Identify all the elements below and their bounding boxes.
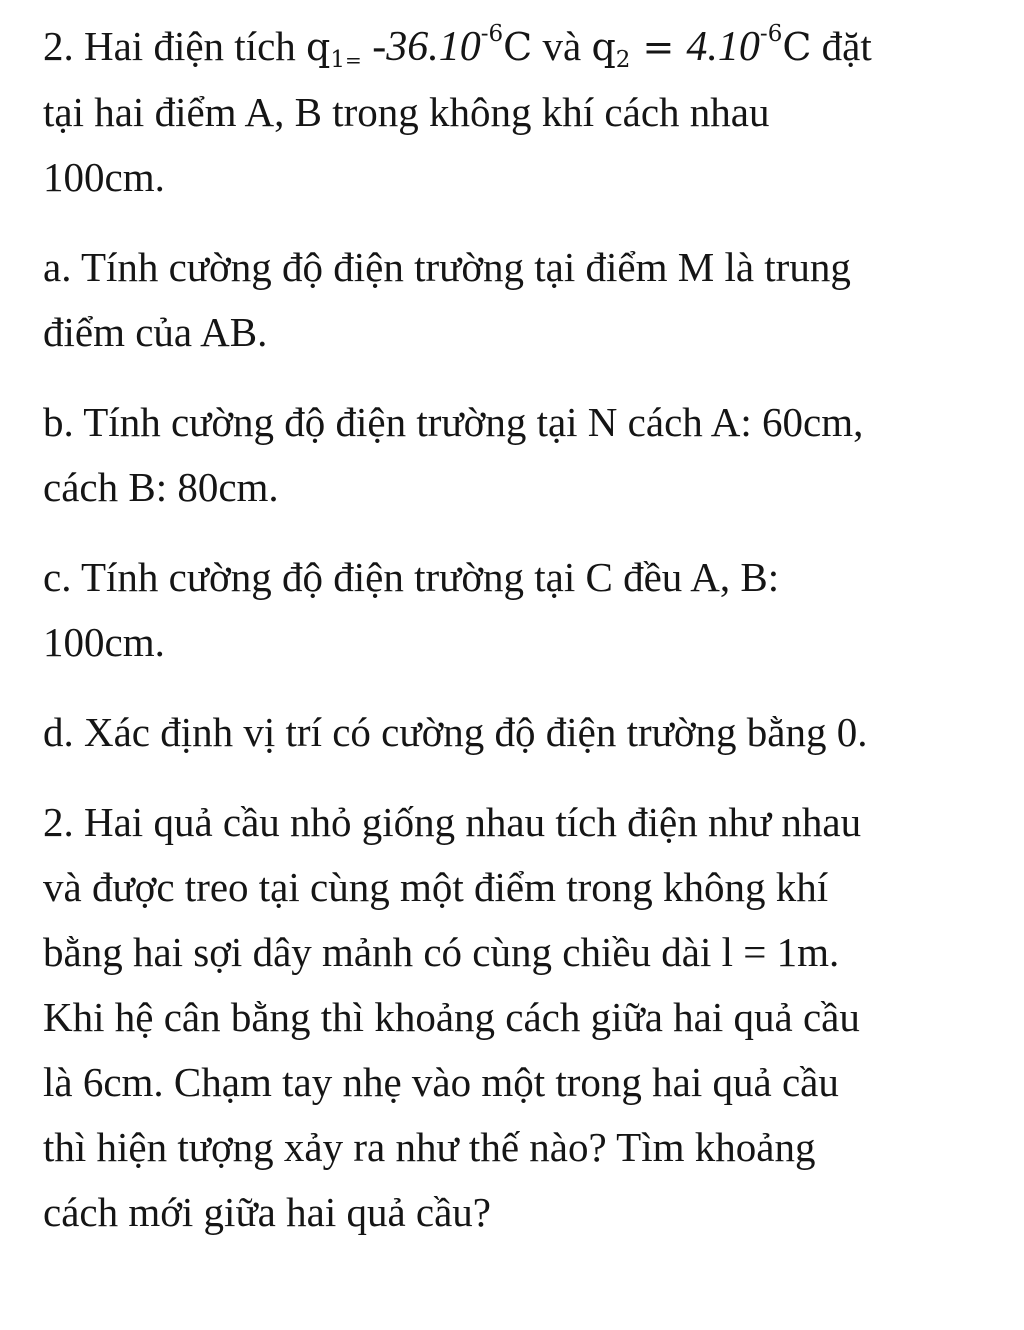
- q1-exponent: -6: [480, 21, 504, 47]
- charge-q2: [591, 21, 812, 73]
- part-d-line-1: d. Xác định vị trí có cường độ điện trường bằng 0.: [43, 709, 868, 755]
- q2-exponent: -6: [759, 21, 783, 47]
- q1-unit: C: [503, 25, 533, 69]
- q1-subscript: 1: [330, 47, 345, 73]
- problem-1-intro: [43, 14, 1003, 210]
- problem-1-line-1: [43, 14, 1003, 80]
- problem-1-suffix: đặt: [811, 23, 872, 69]
- problem-2: [43, 790, 1003, 1245]
- q2-value: 4.10: [686, 24, 760, 70]
- q1-equals: =: [345, 48, 362, 72]
- q2-symbol: q: [591, 25, 616, 69]
- problem-2-line-6: thì hiện tượng xảy ra như thế nào? Tìm khoảng: [43, 1124, 816, 1170]
- problem-2-line-4: Khi hệ cân bằng thì khoảng cách giữa hai quả cầu: [43, 994, 860, 1040]
- q2-equals: =: [630, 25, 687, 69]
- problem-1-prefix: 2. Hai điện tích: [43, 23, 307, 69]
- part-b-line-2: cách B: 80cm.: [43, 464, 279, 510]
- problem-2-line-5: là 6cm. Chạm tay nhẹ vào một trong hai quả cầu: [43, 1059, 839, 1105]
- q2-subscript: 2: [615, 47, 631, 73]
- conjunction: và: [532, 23, 592, 69]
- problem-2-line-3: bằng hai sợi dây mảnh có cùng chiều dài l = 1m.: [43, 929, 840, 975]
- part-b: [43, 390, 1003, 520]
- q2-unit: C: [782, 25, 812, 69]
- part-a-line-1: a. Tính cường độ điện trường tại điểm M là trung: [43, 244, 851, 290]
- part-c: [43, 545, 1003, 675]
- problem-2-line-2: và được treo tại cùng một điểm trong không khí: [43, 864, 829, 910]
- problem-1-line-3: 100cm.: [43, 154, 165, 200]
- part-c-line-2: 100cm.: [43, 619, 165, 665]
- problem-1-line-2: tại hai điểm A, B trong không khí cách nhau: [43, 89, 770, 135]
- part-a: [43, 235, 1003, 365]
- q1-symbol: q: [306, 25, 331, 69]
- problem-2-line-7: cách mới giữa hai quả cầu?: [43, 1189, 491, 1235]
- charge-q1: [306, 21, 533, 73]
- q1-value: -36.10: [361, 24, 481, 70]
- document-page: [43, 14, 1003, 1245]
- part-b-line-1: b. Tính cường độ điện trường tại N cách A: 60cm,: [43, 399, 864, 445]
- part-c-line-1: c. Tính cường độ điện trường tại C đều A, B:: [43, 554, 780, 600]
- problem-2-line-1: 2. Hai quả cầu nhỏ giống nhau tích điện như nhau: [43, 799, 862, 845]
- part-d: [43, 700, 1003, 765]
- part-a-line-2: điểm của AB.: [43, 309, 268, 355]
